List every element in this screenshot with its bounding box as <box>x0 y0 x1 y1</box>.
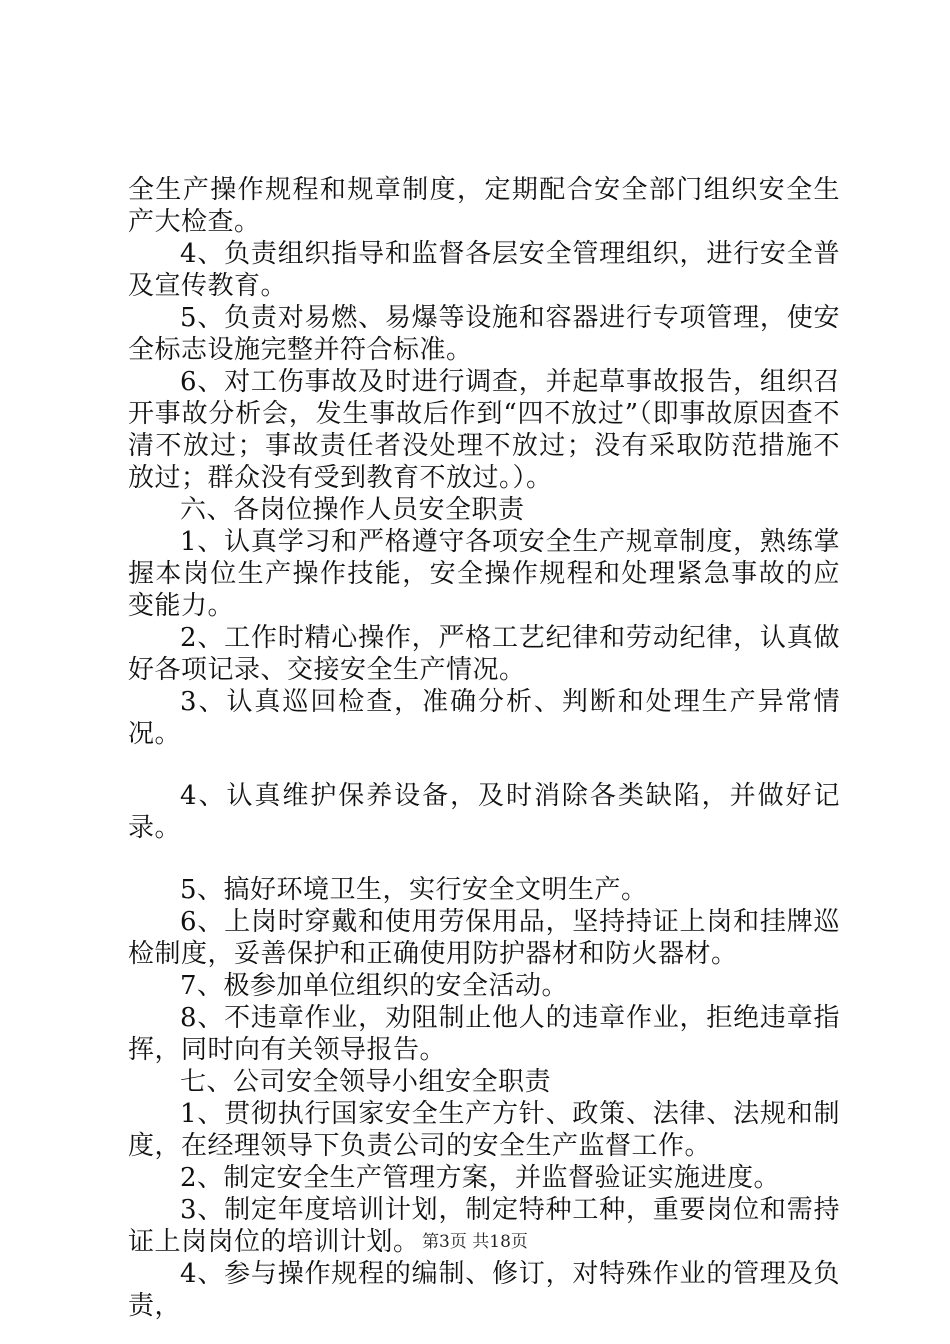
paragraph-item-6-4: 4、认真维护保养设备，及时消除各类缺陷，并做好记录。 <box>128 781 840 843</box>
paragraph-item-5-4: 4、负责组织指导和监督各层安全管理组织，进行安全普及宣传教育。 <box>128 239 840 301</box>
document-body <box>128 174 840 1322</box>
paragraph-item-6-7: 7、极参加单位组织的安全活动。 <box>180 971 569 1001</box>
paragraph-item-6-3: 3、认真巡回检查，准确分析、判断和处理生产异常情况。 <box>128 687 840 749</box>
paragraph-item-5-6: 6、对工伤事故及时进行调查，并起草事故报告，组织召开事故分析会，发生事故后作到“四不放过”（即事故原因查不清不放过；事故责任者没处理不放过；没有采取防范措施不放过；群众没有受到教育不放过。）。 <box>128 367 840 493</box>
paragraph-item-6-1: 1、认真学习和严格遵守各项安全生产规章制度，熟练掌握本岗位生产操作技能，安全操作规程和处理紧急事故的应变能力。 <box>128 527 840 621</box>
page-footer <box>0 1231 950 1253</box>
paragraph-item-7-4: 4、参与操作规程的编制、修订，对特殊作业的管理及负责， <box>128 1259 840 1321</box>
paragraph-item-5-5: 5、负责对易燃、易爆等设施和容器进行专项管理，使安全标志设施完整并符合标准。 <box>128 303 840 365</box>
paragraph-item-7-3: 3、制定年度培训计划，制定特种工种，重要岗位和需持证上岗岗位的培训计划。 <box>128 1195 840 1257</box>
paragraph-item-7-1: 1、贯彻执行国家安全生产方针、政策、法律、法规和制度，在经理领导下负责公司的安全生产监督工作。 <box>128 1099 840 1161</box>
paragraph-item-6-8: 8、不违章作业，劝阻制止他人的违章作业，拒绝违章指挥，同时向有关领导报告。 <box>128 1003 840 1065</box>
section-heading-6: 六、各岗位操作人员安全职责 <box>180 495 525 525</box>
page-number-label: 第3页 共18页 <box>422 1232 528 1252</box>
paragraph-item-6-6: 6、上岗时穿戴和使用劳保用品，坚持持证上岗和挂牌巡检制度，妥善保护和正确使用防护器材和防火器材。 <box>128 907 840 969</box>
section-heading-7: 七、公司安全领导小组安全职责 <box>180 1067 552 1097</box>
paragraph-item-6-2: 2、工作时精心操作，严格工艺纪律和劳动纪律，认真做好各项记录、交接安全生产情况。 <box>128 623 840 685</box>
paragraph-continuation: 全生产操作规程和规章制度，定期配合安全部门组织安全生产大检查。 <box>128 175 840 237</box>
paragraph-item-6-5: 5、搞好环境卫生，实行安全文明生产。 <box>180 875 648 905</box>
paragraph-item-7-2: 2、制定安全生产管理方案，并监督验证实施进度。 <box>180 1163 781 1193</box>
